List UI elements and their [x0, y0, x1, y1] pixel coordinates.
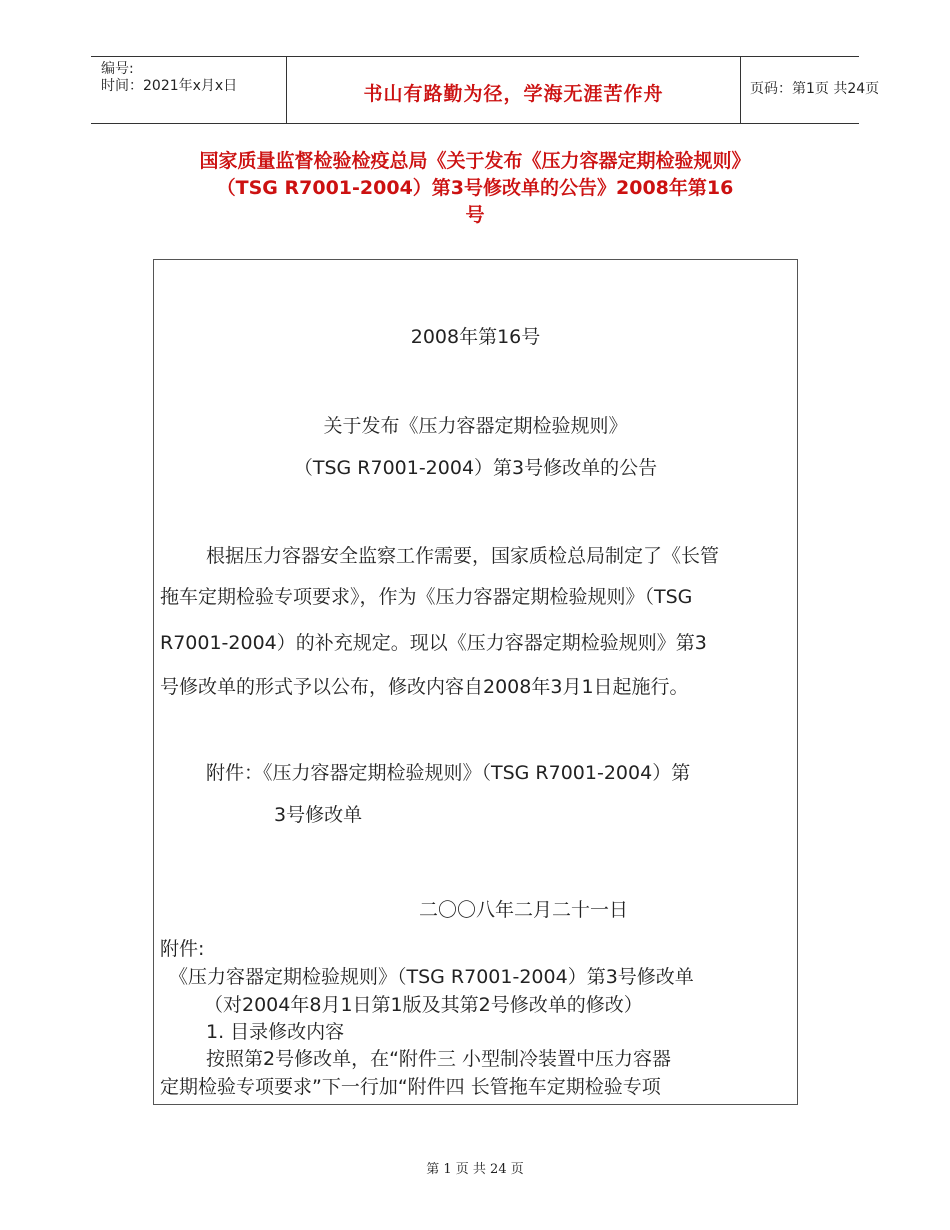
appendix-subtitle: （对2004年8月1日第1版及其第2号修改单的修改） [204, 994, 643, 1016]
appendix-text-1: 按照第2号修改单，在“附件三 小型制冷装置中压力容器 [206, 1048, 671, 1070]
paragraph-line: R7001-2004）的补充规定。现以《压力容器定期检验规则》第3 [160, 632, 707, 654]
header-page-cell [740, 57, 880, 123]
attachment-line-1: 附件：《压力容器定期检验规则》（TSG R7001-2004）第 [206, 762, 691, 784]
notice-date: 二〇〇八年二月二十一日 [419, 899, 629, 921]
content-box [153, 259, 798, 1105]
header-table [91, 56, 880, 124]
appendix-label: 附件: [160, 938, 205, 960]
page-info: 页码：第1页 共24页 [750, 81, 880, 97]
paragraph-line: 号修改单的形式予以公布，修改内容自2008年3月1日起施行。 [160, 676, 689, 698]
appendix-text-2: 定期检验专项要求”下一行加“附件四 长管拖车定期检验专项 [160, 1076, 661, 1098]
attachment-line-2: 3号修改单 [274, 804, 363, 826]
document-title [130, 148, 820, 229]
paragraph-line: 拖车定期检验专项要求》，作为《压力容器定期检验规则》（TSG [160, 586, 693, 608]
number-label: 编号: [101, 61, 134, 77]
notice-number: 2008年第16号 [410, 326, 541, 348]
motto: 书山有路勤为径，学海无涯苦作舟 [363, 83, 664, 105]
title-line-1: 国家质量监督检验检疫总局《关于发布《压力容器定期检验规则》 [199, 150, 751, 172]
header-left-cell [91, 57, 286, 123]
notice-heading-1: 关于发布《压力容器定期检验规则》 [323, 415, 628, 437]
notice-heading-2: （TSG R7001-2004）第3号修改单的公告 [293, 457, 658, 479]
appendix-title: 《压力容器定期检验规则》（TSG R7001-2004）第3号修改单 [169, 966, 694, 988]
title-line-3: 号 [465, 204, 485, 226]
time-label: 时间：2021年x月x日 [101, 78, 238, 94]
title-line-2: （TSG R7001-2004）第3号修改单的公告》2008年第16 [216, 177, 734, 199]
paragraph-line: 根据压力容器安全监察工作需要，国家质检总局制定了《长管 [206, 545, 720, 567]
page-footer: 第 1 页 共 24 页 [426, 1162, 524, 1177]
appendix-item-1: 1. 目录修改内容 [206, 1021, 345, 1043]
header-motto-cell [286, 57, 741, 123]
